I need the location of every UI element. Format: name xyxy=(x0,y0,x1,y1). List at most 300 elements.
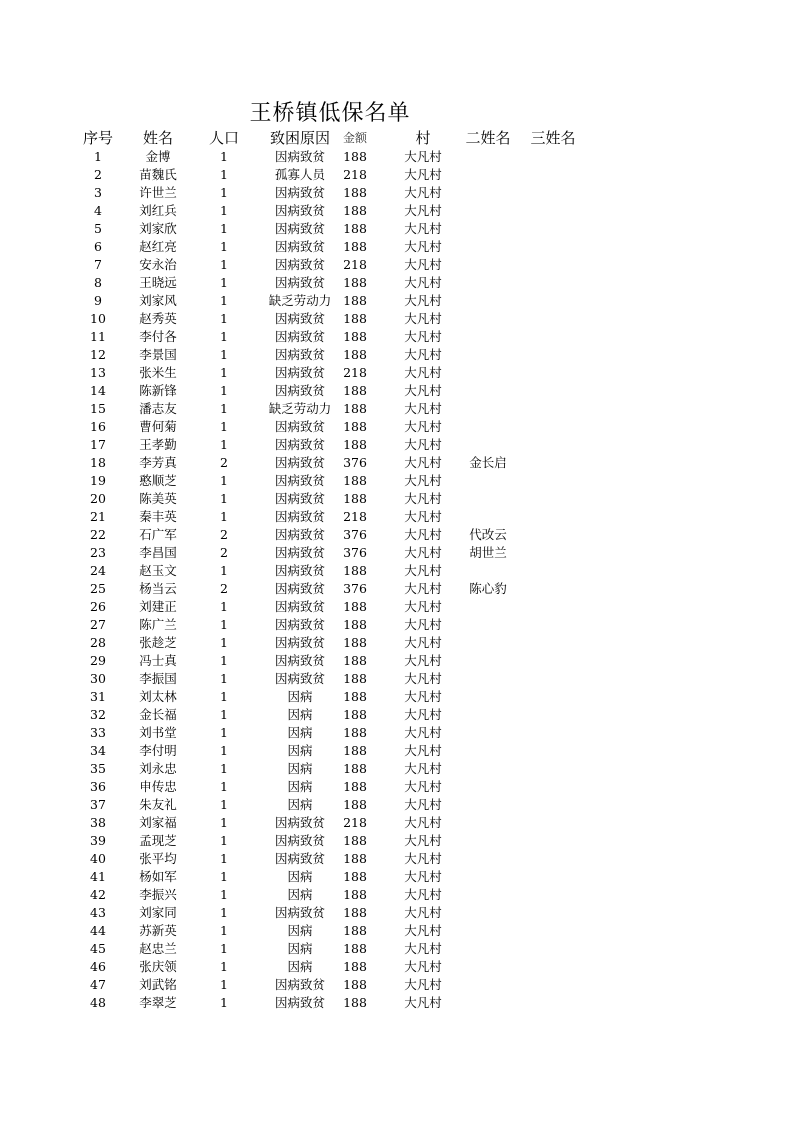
cell-amount: 188 xyxy=(343,149,367,164)
cell-amount: 376 xyxy=(343,527,367,542)
cell-reason: 因病致贫 xyxy=(274,995,325,1010)
cell-village: 大凡村 xyxy=(404,167,442,182)
cell-pop: 2 xyxy=(220,545,228,560)
cell-no: 1 xyxy=(94,149,102,164)
cell-reason: 因病致贫 xyxy=(274,509,325,524)
cell-reason: 因病致贫 xyxy=(274,599,325,614)
cell-no: 26 xyxy=(90,599,106,614)
cell-amount: 188 xyxy=(343,419,367,434)
cell-pop: 1 xyxy=(220,905,228,920)
cell-amount: 218 xyxy=(343,257,367,272)
cell-no: 44 xyxy=(90,923,106,938)
cell-pop: 1 xyxy=(220,275,228,290)
cell-no: 46 xyxy=(90,959,106,974)
cell-pop: 1 xyxy=(220,941,228,956)
cell-village: 大凡村 xyxy=(404,707,442,722)
cell-name: 冯士真 xyxy=(139,653,177,668)
cell-reason: 因病致贫 xyxy=(274,905,325,920)
cell-pop: 1 xyxy=(220,437,228,452)
cell-amount: 188 xyxy=(343,239,367,254)
cell-name: 刘书堂 xyxy=(139,725,177,740)
cell-name: 李昌国 xyxy=(139,545,177,560)
cell-name: 杨当云 xyxy=(139,581,177,596)
cell-pop: 1 xyxy=(220,959,228,974)
header-village: 村 xyxy=(415,129,431,147)
header-no: 序号 xyxy=(82,129,113,147)
cell-amount: 188 xyxy=(343,599,367,614)
cell-name: 王孝勤 xyxy=(139,437,177,452)
cell-no: 21 xyxy=(90,509,106,524)
cell-pop: 1 xyxy=(220,221,228,236)
cell-village: 大凡村 xyxy=(404,851,442,866)
cell-amount: 218 xyxy=(343,509,367,524)
cell-no: 24 xyxy=(90,563,106,578)
page-title: 王桥镇低保名单 xyxy=(249,101,411,126)
cell-no: 13 xyxy=(90,365,106,380)
cell-no: 43 xyxy=(90,905,106,920)
cell-pop: 1 xyxy=(220,653,228,668)
cell-pop: 2 xyxy=(220,581,228,596)
cell-amount: 188 xyxy=(343,671,367,686)
cell-reason: 因病致贫 xyxy=(274,617,325,632)
cell-name: 赵红亮 xyxy=(139,239,177,254)
cell-name: 金博 xyxy=(145,149,171,164)
cell-no: 29 xyxy=(90,653,106,668)
cell-name: 李芳真 xyxy=(139,455,177,470)
cell-pop: 1 xyxy=(220,707,228,722)
cell-no: 31 xyxy=(90,689,106,704)
cell-reason: 因病致贫 xyxy=(274,491,325,506)
cell-amount: 188 xyxy=(343,347,367,362)
cell-reason: 因病 xyxy=(287,707,313,722)
cell-village: 大凡村 xyxy=(404,779,442,794)
cell-no: 3 xyxy=(94,185,102,200)
cell-amount: 188 xyxy=(343,275,367,290)
cell-name: 刘太林 xyxy=(139,689,177,704)
cell-pop: 1 xyxy=(220,329,228,344)
cell-name: 曹何菊 xyxy=(139,419,177,434)
cell-no: 19 xyxy=(90,473,106,488)
cell-pop: 1 xyxy=(220,635,228,650)
cell-village: 大凡村 xyxy=(404,977,442,992)
cell-pop: 2 xyxy=(220,455,228,470)
cell-amount: 188 xyxy=(343,203,367,218)
cell-village: 大凡村 xyxy=(404,545,442,560)
cell-reason: 因病 xyxy=(287,761,313,776)
cell-amount: 188 xyxy=(343,329,367,344)
cell-village: 大凡村 xyxy=(404,455,442,470)
cell-name2: 陈心豹 xyxy=(469,581,507,596)
cell-no: 30 xyxy=(90,671,106,686)
cell-village: 大凡村 xyxy=(404,239,442,254)
cell-name: 李振兴 xyxy=(139,887,177,902)
cell-no: 39 xyxy=(90,833,106,848)
cell-reason: 缺乏劳动力 xyxy=(268,401,332,416)
cell-amount: 376 xyxy=(343,581,367,596)
header-name: 姓名 xyxy=(142,129,173,147)
cell-pop: 1 xyxy=(220,815,228,830)
cell-pop: 1 xyxy=(220,617,228,632)
cell-pop: 1 xyxy=(220,185,228,200)
cell-amount: 188 xyxy=(343,689,367,704)
cell-village: 大凡村 xyxy=(404,311,442,326)
cell-pop: 1 xyxy=(220,851,228,866)
cell-reason: 因病致贫 xyxy=(274,347,325,362)
cell-no: 4 xyxy=(94,203,102,218)
cell-name: 苗魏氏 xyxy=(139,167,177,182)
cell-name: 申传忠 xyxy=(139,779,177,794)
cell-pop: 1 xyxy=(220,869,228,884)
cell-village: 大凡村 xyxy=(404,401,442,416)
cell-reason: 因病致贫 xyxy=(274,581,325,596)
cell-village: 大凡村 xyxy=(404,527,442,542)
cell-reason: 因病致贫 xyxy=(274,527,325,542)
cell-pop: 1 xyxy=(220,401,228,416)
cell-name: 苏新英 xyxy=(139,923,177,938)
cell-village: 大凡村 xyxy=(404,473,442,488)
cell-name: 秦丰英 xyxy=(139,509,177,524)
cell-reason: 因病 xyxy=(287,869,313,884)
cell-reason: 因病致贫 xyxy=(274,257,325,272)
cell-reason: 缺乏劳动力 xyxy=(268,293,332,308)
cell-pop: 1 xyxy=(220,977,228,992)
cell-amount: 218 xyxy=(343,365,367,380)
cell-amount: 188 xyxy=(343,761,367,776)
cell-name: 刘家风 xyxy=(139,293,177,308)
cell-reason: 因病 xyxy=(287,725,313,740)
cell-reason: 因病 xyxy=(287,959,313,974)
cell-amount: 188 xyxy=(343,725,367,740)
cell-village: 大凡村 xyxy=(404,617,442,632)
cell-no: 38 xyxy=(90,815,106,830)
cell-name: 张庆领 xyxy=(139,959,177,974)
cell-reason: 因病致贫 xyxy=(274,851,325,866)
cell-name: 潘志友 xyxy=(139,401,177,416)
cell-no: 25 xyxy=(90,581,106,596)
cell-name: 刘红兵 xyxy=(139,203,177,218)
header-reason: 致困原因 xyxy=(269,129,330,147)
cell-village: 大凡村 xyxy=(404,509,442,524)
header-pop: 人口 xyxy=(208,129,239,147)
cell-amount: 188 xyxy=(343,851,367,866)
cell-village: 大凡村 xyxy=(404,671,442,686)
cell-name: 李付各 xyxy=(139,329,177,344)
cell-village: 大凡村 xyxy=(404,887,442,902)
cell-reason: 因病致贫 xyxy=(274,833,325,848)
cell-village: 大凡村 xyxy=(404,203,442,218)
cell-village: 大凡村 xyxy=(404,995,442,1010)
header-name3: 三姓名 xyxy=(530,129,576,147)
cell-village: 大凡村 xyxy=(404,437,442,452)
cell-pop: 1 xyxy=(220,419,228,434)
cell-no: 28 xyxy=(90,635,106,650)
cell-pop: 1 xyxy=(220,689,228,704)
cell-amount: 188 xyxy=(343,221,367,236)
cell-amount: 376 xyxy=(343,455,367,470)
cell-no: 35 xyxy=(90,761,106,776)
cell-village: 大凡村 xyxy=(404,149,442,164)
cell-village: 大凡村 xyxy=(404,221,442,236)
cell-pop: 1 xyxy=(220,473,228,488)
cell-pop: 1 xyxy=(220,311,228,326)
cell-name: 刘永忠 xyxy=(139,761,177,776)
cell-amount: 188 xyxy=(343,959,367,974)
cell-pop: 1 xyxy=(220,347,228,362)
cell-reason: 因病致贫 xyxy=(274,545,325,560)
cell-reason: 因病致贫 xyxy=(274,671,325,686)
cell-no: 48 xyxy=(90,995,106,1010)
cell-pop: 1 xyxy=(220,383,228,398)
cell-village: 大凡村 xyxy=(404,761,442,776)
cell-name: 刘武铭 xyxy=(139,977,177,992)
cell-no: 36 xyxy=(90,779,106,794)
cell-pop: 1 xyxy=(220,761,228,776)
cell-pop: 1 xyxy=(220,149,228,164)
cell-reason: 因病致贫 xyxy=(274,149,325,164)
cell-name: 杨如军 xyxy=(139,869,177,884)
cell-pop: 1 xyxy=(220,779,228,794)
cell-name: 憨顺芝 xyxy=(139,473,177,488)
cell-no: 37 xyxy=(90,797,106,812)
cell-no: 2 xyxy=(94,167,102,182)
cell-amount: 188 xyxy=(343,833,367,848)
cell-no: 17 xyxy=(90,437,106,452)
cell-no: 45 xyxy=(90,941,106,956)
cell-reason: 因病致贫 xyxy=(274,185,325,200)
cell-amount: 188 xyxy=(343,437,367,452)
cell-village: 大凡村 xyxy=(404,725,442,740)
cell-amount: 188 xyxy=(343,653,367,668)
cell-reason: 因病 xyxy=(287,887,313,902)
cell-no: 8 xyxy=(94,275,102,290)
cell-reason: 因病致贫 xyxy=(274,563,325,578)
cell-pop: 1 xyxy=(220,239,228,254)
cell-reason: 因病致贫 xyxy=(274,635,325,650)
cell-amount: 188 xyxy=(343,869,367,884)
cell-pop: 1 xyxy=(220,887,228,902)
cell-village: 大凡村 xyxy=(404,383,442,398)
cell-village: 大凡村 xyxy=(404,419,442,434)
cell-name: 李翠芝 xyxy=(139,995,177,1010)
cell-amount: 188 xyxy=(343,491,367,506)
cell-reason: 因病 xyxy=(287,941,313,956)
cell-name: 刘家欣 xyxy=(139,221,177,236)
cell-village: 大凡村 xyxy=(404,797,442,812)
cell-name: 金长福 xyxy=(139,707,177,722)
cell-name: 赵忠兰 xyxy=(139,941,177,956)
cell-reason: 因病致贫 xyxy=(274,653,325,668)
cell-reason: 因病致贫 xyxy=(274,203,325,218)
cell-village: 大凡村 xyxy=(404,941,442,956)
cell-name: 安永治 xyxy=(139,257,177,272)
cell-amount: 188 xyxy=(343,563,367,578)
cell-reason: 因病 xyxy=(287,743,313,758)
cell-no: 20 xyxy=(90,491,106,506)
cell-amount: 188 xyxy=(343,941,367,956)
cell-name: 孟现芝 xyxy=(139,833,177,848)
cell-amount: 188 xyxy=(343,401,367,416)
cell-no: 32 xyxy=(90,707,106,722)
cell-no: 22 xyxy=(90,527,106,542)
cell-village: 大凡村 xyxy=(404,815,442,830)
cell-no: 10 xyxy=(90,311,106,326)
cell-reason: 因病致贫 xyxy=(274,455,325,470)
cell-reason: 因病致贫 xyxy=(274,329,325,344)
cell-reason: 因病致贫 xyxy=(274,221,325,236)
cell-name2: 胡世兰 xyxy=(469,545,507,560)
cell-village: 大凡村 xyxy=(404,185,442,200)
cell-amount: 188 xyxy=(343,617,367,632)
cell-amount: 188 xyxy=(343,905,367,920)
cell-amount: 188 xyxy=(343,707,367,722)
cell-amount: 188 xyxy=(343,383,367,398)
cell-no: 15 xyxy=(90,401,106,416)
cell-village: 大凡村 xyxy=(404,833,442,848)
cell-name: 李付明 xyxy=(139,743,177,758)
cell-pop: 1 xyxy=(220,833,228,848)
cell-pop: 1 xyxy=(220,203,228,218)
cell-reason: 因病 xyxy=(287,689,313,704)
cell-name: 赵玉文 xyxy=(139,563,177,578)
cell-no: 16 xyxy=(90,419,106,434)
cell-no: 33 xyxy=(90,725,106,740)
cell-name: 朱友礼 xyxy=(139,797,177,812)
cell-village: 大凡村 xyxy=(404,257,442,272)
cell-no: 41 xyxy=(90,869,106,884)
cell-name: 刘家福 xyxy=(139,815,177,830)
cell-village: 大凡村 xyxy=(404,599,442,614)
cell-pop: 1 xyxy=(220,293,228,308)
cell-name: 赵秀英 xyxy=(139,311,177,326)
cell-pop: 1 xyxy=(220,509,228,524)
cell-pop: 1 xyxy=(220,257,228,272)
cell-village: 大凡村 xyxy=(404,923,442,938)
cell-name: 张平均 xyxy=(139,851,177,866)
cell-village: 大凡村 xyxy=(404,293,442,308)
cell-amount: 218 xyxy=(343,167,367,182)
cell-amount: 188 xyxy=(343,995,367,1010)
cell-reason: 因病致贫 xyxy=(274,239,325,254)
cell-village: 大凡村 xyxy=(404,959,442,974)
cell-amount: 188 xyxy=(343,473,367,488)
cell-no: 47 xyxy=(90,977,106,992)
cell-name: 张趁芝 xyxy=(139,635,177,650)
cell-name: 陈广兰 xyxy=(139,617,177,632)
cell-amount: 376 xyxy=(343,545,367,560)
cell-reason: 因病致贫 xyxy=(274,977,325,992)
cell-reason: 因病致贫 xyxy=(274,419,325,434)
cell-no: 11 xyxy=(90,329,106,344)
cell-name: 刘建正 xyxy=(139,599,177,614)
cell-no: 18 xyxy=(90,455,106,470)
cell-no: 9 xyxy=(94,293,102,308)
cell-village: 大凡村 xyxy=(404,275,442,290)
cell-pop: 1 xyxy=(220,995,228,1010)
cell-reason: 因病致贫 xyxy=(274,275,325,290)
cell-no: 23 xyxy=(90,545,106,560)
cell-amount: 188 xyxy=(343,311,367,326)
header-amount: 金额 xyxy=(342,131,367,145)
cell-reason: 因病致贫 xyxy=(274,365,325,380)
cell-reason: 因病致贫 xyxy=(274,473,325,488)
cell-amount: 188 xyxy=(343,923,367,938)
cell-name2: 代改云 xyxy=(469,527,507,542)
cell-pop: 1 xyxy=(220,599,228,614)
cell-name: 刘家同 xyxy=(139,905,177,920)
cell-name: 陈美英 xyxy=(139,491,177,506)
cell-pop: 1 xyxy=(220,563,228,578)
cell-name: 王晓远 xyxy=(139,275,177,290)
cell-name: 许世兰 xyxy=(139,185,177,200)
cell-name: 陈新锋 xyxy=(139,383,177,398)
cell-no: 40 xyxy=(90,851,106,866)
cell-amount: 188 xyxy=(343,797,367,812)
cell-reason: 孤寡人员 xyxy=(274,167,325,182)
cell-pop: 1 xyxy=(220,923,228,938)
cell-village: 大凡村 xyxy=(404,329,442,344)
cell-no: 27 xyxy=(90,617,106,632)
cell-pop: 1 xyxy=(220,743,228,758)
cell-amount: 188 xyxy=(343,185,367,200)
cell-no: 5 xyxy=(94,221,102,236)
cell-pop: 2 xyxy=(220,527,228,542)
cell-pop: 1 xyxy=(220,725,228,740)
cell-amount: 188 xyxy=(343,887,367,902)
cell-village: 大凡村 xyxy=(404,743,442,758)
cell-pop: 1 xyxy=(220,365,228,380)
cell-name: 李振国 xyxy=(139,671,177,686)
cell-amount: 188 xyxy=(343,977,367,992)
cell-amount: 188 xyxy=(343,635,367,650)
cell-village: 大凡村 xyxy=(404,581,442,596)
cell-village: 大凡村 xyxy=(404,491,442,506)
cell-pop: 1 xyxy=(220,167,228,182)
cell-village: 大凡村 xyxy=(404,689,442,704)
cell-no: 34 xyxy=(90,743,106,758)
cell-reason: 因病致贫 xyxy=(274,383,325,398)
header-name2: 二姓名 xyxy=(465,129,511,147)
cell-village: 大凡村 xyxy=(404,563,442,578)
cell-village: 大凡村 xyxy=(404,869,442,884)
cell-pop: 1 xyxy=(220,671,228,686)
cell-reason: 因病致贫 xyxy=(274,311,325,326)
cell-amount: 188 xyxy=(343,743,367,758)
cell-pop: 1 xyxy=(220,491,228,506)
cell-reason: 因病致贫 xyxy=(274,815,325,830)
cell-no: 14 xyxy=(90,383,106,398)
cell-amount: 188 xyxy=(343,293,367,308)
cell-amount: 218 xyxy=(343,815,367,830)
cell-village: 大凡村 xyxy=(404,347,442,362)
cell-name: 张米生 xyxy=(139,365,177,380)
cell-village: 大凡村 xyxy=(404,905,442,920)
cell-reason: 因病 xyxy=(287,779,313,794)
cell-pop: 1 xyxy=(220,797,228,812)
cell-name2: 金长启 xyxy=(469,455,507,470)
cell-reason: 因病 xyxy=(287,797,313,812)
cell-name: 李景国 xyxy=(139,347,177,362)
cell-no: 7 xyxy=(94,257,102,272)
cell-village: 大凡村 xyxy=(404,653,442,668)
cell-reason: 因病 xyxy=(287,923,313,938)
cell-name: 石广军 xyxy=(139,527,177,542)
cell-no: 6 xyxy=(94,239,102,254)
cell-no: 12 xyxy=(90,347,106,362)
cell-village: 大凡村 xyxy=(404,635,442,650)
cell-village: 大凡村 xyxy=(404,365,442,380)
cell-no: 42 xyxy=(90,887,106,902)
cell-reason: 因病致贫 xyxy=(274,437,325,452)
